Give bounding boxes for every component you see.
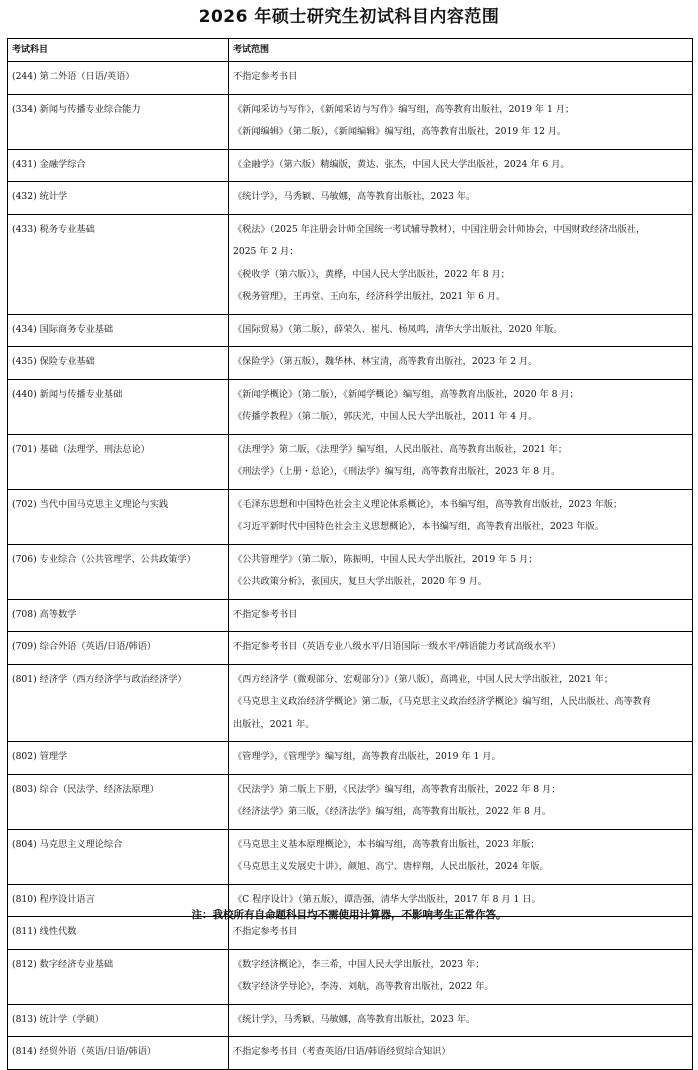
scope-cell <box>229 182 693 215</box>
table-row <box>8 314 693 347</box>
scope-line: 《C 程序设计》（第五版），谭浩强，清华大学出版社，2017 年 8 月 1 日。 <box>233 893 541 905</box>
subject-cell: (432) 统计学 <box>8 182 229 215</box>
table-row <box>8 1004 693 1037</box>
table-row <box>8 599 693 632</box>
table-row <box>8 632 693 665</box>
subject-cell: (810) 程序设计语言 <box>8 884 229 917</box>
subject-cell: (440) 新闻与传播专业基础 <box>8 379 229 434</box>
subject-cell: (701) 基础（法理学、刑法总论） <box>8 434 229 489</box>
page-title: 2026 年硕士研究生初试科目内容范围 <box>198 7 500 27</box>
scope-line: 《数字经济学导论》，李涛、刘航，高等教育出版社，2022 年。 <box>233 981 494 992</box>
scope-line: 《统计学》，马秀颖、马敏娜，高等教育出版社，2023 年。 <box>233 1013 476 1025</box>
subject-cell: (706) 专业综合（公共管理学、公共政策学） <box>8 544 229 599</box>
scope-line: 《新闻采访与写作》，《新闻采访与写作》编写组，高等教育出版社，2019 年 1 月； <box>233 103 575 115</box>
scope-line: 《税收学（第六版）》，黄桦，中国人民大学出版社，2022 年 8 月； <box>233 268 510 280</box>
table-row <box>8 182 693 215</box>
scope-line: 《传播学教程》（第二版），郭庆光，中国人民大学出版社，2011 年 4 月。 <box>233 411 538 422</box>
scope-line: 《新闻学概论》（第二版），《新闻学概论》编写组，高等教育出版社，2020 年 8 月； <box>233 388 579 400</box>
subject-cell: (434) 国际商务专业基础 <box>8 314 229 347</box>
footer-note: 注：我校所有自命题科目均不需使用计算器，不影响考生正常作答。 <box>191 909 507 921</box>
scope-line: 《金融学》（第六版）精编版，黄达、张杰，中国人民大学出版社，2024 年 6 月。 <box>233 158 570 170</box>
scope-line: 《公共管理学》（第二版），陈振明，中国人民大学出版社，2019 年 5 月； <box>233 553 538 565</box>
table-row <box>8 544 693 599</box>
subject-cell: (803) 综合（民法学、经济法原理） <box>8 774 229 829</box>
scope-line: 《管理学》，《管理学》编写组，高等教育出版社，2019 年 1 月。 <box>233 751 501 762</box>
subject-cell: (813) 统计学（学硕） <box>8 1004 229 1037</box>
scope-cell <box>229 829 693 884</box>
scope-cell <box>229 949 693 1004</box>
scope-cell <box>229 1037 693 1070</box>
scope-cell <box>229 214 693 314</box>
subject-cell: (244) 第二外语（日语/英语） <box>8 62 229 95</box>
scope-cell <box>229 544 693 599</box>
scope-line: 《马克思主义政治经济学概论》第二版，《马克思主义政治经济学概论》编写组，人民出版社、高等教育 <box>233 696 652 707</box>
table-row <box>8 379 693 434</box>
scope-cell <box>229 599 693 632</box>
subject-cell: (804) 马克思主义理论综合 <box>8 829 229 884</box>
subject-cell: (435) 保险专业基础 <box>8 347 229 380</box>
scope-cell <box>229 1004 693 1037</box>
header-subject: 考试科目 <box>8 39 229 62</box>
table-row <box>8 829 693 884</box>
scope-cell <box>229 314 693 347</box>
scope-cell <box>229 347 693 380</box>
scope-cell <box>229 774 693 829</box>
scope-cell <box>229 62 693 95</box>
scope-cell <box>229 379 693 434</box>
scope-line: 《税法》（2025 年注册会计师全国统一考试辅导教材），中国注册会计师协会，中国财政经济出版社， <box>233 223 646 235</box>
scope-line: 不指定参考书目（考查英语/日语/韩语经贸综合知识） <box>233 1046 451 1057</box>
table-row <box>8 62 693 95</box>
scope-line: 《经济法学》第三版，《经济法学》编写组，高等教育出版社，2022 年 8 月。 <box>233 806 552 817</box>
subject-cell: (811) 线性代数 <box>8 917 229 950</box>
scope-cell <box>229 489 693 544</box>
table-row <box>8 1037 693 1070</box>
scope-line: 《马克思主义基本原理概论》，本书编写组，高等教育出版社，2023 年版； <box>233 838 540 850</box>
scope-line: 《公共政策分析》，张国庆，复旦大学出版社，2020 年 9 月。 <box>233 576 487 587</box>
scope-line: 《习近平新时代中国特色社会主义思想概论》，本书编写组，高等教育出版社，2023 年版。 <box>233 521 604 532</box>
scope-line: 《马克思主义发展史十讲》，颜旭、高宁、唐梓翔，人民出版社，2024 年版。 <box>233 861 549 872</box>
subject-cell: (801) 经济学（西方经济学与政治经济学） <box>8 664 229 742</box>
scope-line: 不指定参考书目 <box>233 71 298 82</box>
scope-cell <box>229 94 693 149</box>
table-header-row <box>8 39 693 62</box>
header-scope: 考试范围 <box>229 39 693 62</box>
subject-cell: (812) 数字经济专业基础 <box>8 949 229 1004</box>
table-row <box>8 664 693 742</box>
subject-cell: (802) 管理学 <box>8 742 229 775</box>
scope-line: 《毛泽东思想和中国特色社会主义理论体系概论》，本书编写组，高等教育出版社，2023 年版； <box>233 498 623 510</box>
scope-cell <box>229 149 693 182</box>
table-row <box>8 347 693 380</box>
subject-cell: (709) 综合外语（英语/日语/韩语） <box>8 632 229 665</box>
table-row <box>8 434 693 489</box>
scope-line: 《统计学》，马秀颖、马敏娜，高等教育出版社，2023 年。 <box>233 191 476 202</box>
table-row <box>8 94 693 149</box>
table-row <box>8 214 693 314</box>
subject-cell: (431) 金融学综合 <box>8 149 229 182</box>
scope-line: 《国际贸易》（第二版），薛荣久、崔凡、杨凤鸣，清华大学出版社，2020 年版。 <box>233 323 563 335</box>
table-row <box>8 742 693 775</box>
subject-cell: (334) 新闻与传播专业综合能力 <box>8 94 229 149</box>
scope-line: 2025 年 2 月； <box>233 246 299 257</box>
scope-line: 不指定参考书目（英语专业八级水平/日语国际一级水平/韩语能力考试高级水平） <box>233 641 561 652</box>
scope-line: 《保险学》（第五版），魏华林、林宝清，高等教育出版社，2023 年 2 月。 <box>233 356 538 367</box>
scope-line: 不指定参考书目 <box>233 926 298 937</box>
subject-cell: (708) 高等数学 <box>8 599 229 632</box>
scope-line: 《数字经济概论》，李三希，中国人民大学出版社，2023 年； <box>233 958 485 970</box>
table-row <box>8 149 693 182</box>
scope-line: 出版社，2021 年。 <box>233 718 315 730</box>
scope-cell <box>229 664 693 742</box>
table-row <box>8 489 693 544</box>
scope-line: 《西方经济学（微观部分、宏观部分）》（第八版），高鸿业，中国人民大学出版社，2021 年； <box>233 673 614 685</box>
scope-line: 《税务管理》，王再堂、王向东，经济科学出版社，2021 年 6 月。 <box>233 291 506 302</box>
scope-cell <box>229 434 693 489</box>
subject-cell: (702) 当代中国马克思主义理论与实践 <box>8 489 229 544</box>
scope-line: 《新闻编辑》（第二版），《新闻编辑》编写组，高等教育出版社，2019 年 12 月。 <box>233 126 567 137</box>
scope-cell <box>229 632 693 665</box>
table-row <box>8 949 693 1004</box>
subject-cell: (814) 经贸外语（英语/日语/韩语） <box>8 1037 229 1070</box>
table-row <box>8 774 693 829</box>
scope-line: 《法理学》第二版，《法理学》编写组，人民出版社、高等教育出版社，2021 年； <box>233 443 568 455</box>
scope-line: 《民法学》第二版上下册，《民法学》编写组，高等教育出版社，2022 年 8 月； <box>233 783 561 795</box>
scope-line: 《刑法学》（上册・总论），《刑法学》编写组，高等教育出版社，2023 年 8 月。 <box>233 466 561 477</box>
scope-line: 不指定参考书目 <box>233 608 298 620</box>
scope-cell <box>229 742 693 775</box>
subject-cell: (433) 税务专业基础 <box>8 214 229 314</box>
